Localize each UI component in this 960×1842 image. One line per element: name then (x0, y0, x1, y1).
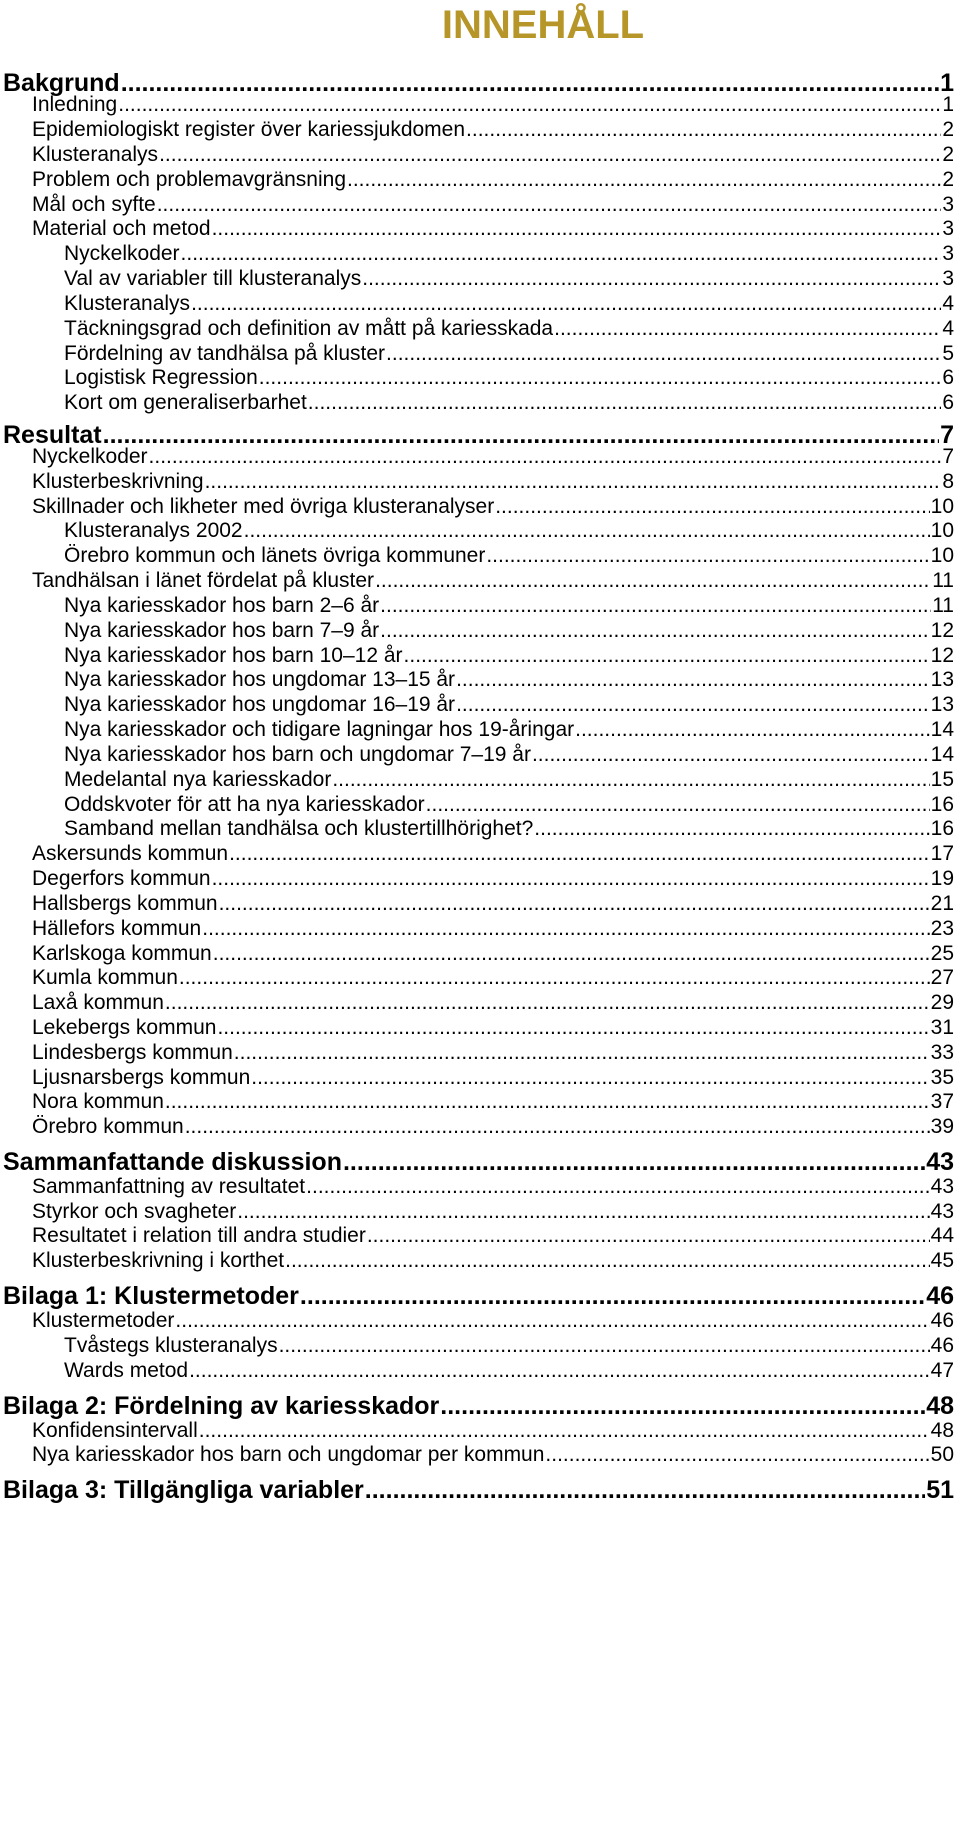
toc-entry-page-number: 43 (930, 1175, 954, 1198)
toc-entry-page-number: 14 (930, 743, 954, 766)
toc-entry-page-number: 15 (930, 768, 954, 791)
toc-entry[interactable] (3, 1475, 954, 1505)
toc-entry-page-number: 11 (932, 569, 954, 592)
toc-entry-page-number: 21 (930, 892, 954, 915)
toc-entry-label: Hallsbergs kommun (32, 892, 218, 915)
toc-entry-label: Nya kariesskador hos ungdomar 13–15 år (64, 668, 456, 691)
toc-entry-label: Klusteranalys (64, 292, 191, 315)
toc-entry-label: Bakgrund (3, 69, 120, 97)
toc-entry-label: Problem och problemavgränsning (32, 168, 347, 191)
toc-entry-page-number: 37 (930, 1090, 954, 1113)
toc-entry-label: Nyckelkoder (32, 445, 148, 468)
toc-entry-page-number: 12 (930, 619, 954, 642)
toc-entry-label: Tandhälsan i länet fördelat på kluster (32, 569, 375, 592)
toc-entry-page-number: 6 (942, 391, 954, 414)
toc-entry-page-number: 4 (942, 292, 954, 315)
toc-entry-label: Medelantal nya kariesskador (64, 768, 332, 791)
toc-entry-label: Nya kariesskador hos barn och ungdomar 7–19 år (64, 743, 531, 766)
toc-entry-label: Epidemiologiskt register över kariessjukdomen (32, 118, 466, 141)
toc-entry-page-number: 2 (942, 168, 954, 191)
toc-entry-label: Bilaga 3: Tillgängliga variabler (3, 1476, 364, 1504)
toc-entry-label: Material och metod (32, 217, 211, 240)
toc-entry-label: Klusterbeskrivning (32, 470, 204, 493)
toc-entry-page-number: 4 (942, 317, 954, 340)
toc-entry-page-number: 47 (930, 1359, 954, 1382)
toc-entry-label: Karlskoga kommun (32, 942, 212, 965)
toc-entry-label: Val av variabler till klusteranalys (64, 267, 362, 290)
toc-entry-page-number: 13 (930, 668, 954, 691)
toc-entry-label: Mål och syfte (32, 193, 156, 216)
toc-entry-label: Resultat (3, 421, 102, 449)
toc-entry[interactable] (32, 1112, 954, 1141)
toc-dot-leader (308, 388, 942, 417)
toc-entry-label: Lindesbergs kommun (32, 1041, 233, 1064)
toc-entry-label: Ljusnarsbergs kommun (32, 1066, 251, 1089)
toc-entry-page-number: 46 (930, 1309, 954, 1332)
toc-entry-label: Sammanfattande diskussion (3, 1148, 342, 1176)
toc-entry[interactable] (32, 1246, 954, 1275)
toc-entry-label: Tvåstegs klusteranalys (64, 1334, 278, 1357)
toc-entry-page-number: 16 (930, 817, 954, 840)
toc-entry-label: Wards metod (64, 1359, 189, 1382)
toc-entry-label: Nya kariesskador och tidigare lagningar hos 19-åringar (64, 718, 575, 741)
toc-entry-label: Nya kariesskador hos barn 2–6 år (64, 594, 380, 617)
toc-entry-page-number: 27 (930, 966, 954, 989)
toc-entry-label: Styrkor och svagheter (32, 1200, 237, 1223)
toc-entry-page-number: 48 (926, 1392, 954, 1420)
toc-entry-label: Degerfors kommun (32, 867, 211, 890)
toc-entry-page-number: 2 (942, 118, 954, 141)
toc-entry-label: Lekebergs kommun (32, 1016, 217, 1039)
toc-entry-page-number: 8 (942, 470, 954, 493)
toc-entry-label: Fördelning av tandhälsa på kluster (64, 342, 386, 365)
toc-entry-page-number: 11 (932, 594, 954, 617)
toc-entry-page-number: 43 (930, 1200, 954, 1223)
toc-entry-label: Logistisk Regression (64, 366, 258, 389)
toc-entry-page-number: 33 (930, 1041, 954, 1064)
toc-entry-label: Skillnader och likheter med övriga klusteranalyser (32, 495, 495, 518)
toc-entry-label: Örebro kommun och länets övriga kommuner (64, 544, 486, 567)
page-title: INNEHÅLL (441, 3, 645, 47)
toc-entry-page-number: 45 (930, 1249, 954, 1272)
toc-entry-page-number: 3 (942, 242, 954, 265)
toc-dot-leader (189, 1356, 930, 1385)
toc-dot-leader (185, 1112, 930, 1141)
toc-entry-page-number: 23 (930, 917, 954, 940)
toc-entry-page-number: 3 (942, 193, 954, 216)
toc-entry-page-number: 3 (942, 217, 954, 240)
toc-entry-page-number: 13 (930, 693, 954, 716)
toc-entry-label: Resultatet i relation till andra studier (32, 1224, 366, 1247)
toc-entry-label: Täckningsgrad och definition av mått på kariesskada (64, 317, 554, 340)
toc-entry-label: Laxå kommun (32, 991, 164, 1014)
toc-entry-label: Klustermetoder (32, 1309, 175, 1332)
toc-entry-page-number: 25 (930, 942, 954, 965)
toc-entry-page-number: 12 (930, 644, 954, 667)
toc-entry-label: Nora kommun (32, 1090, 164, 1113)
toc-entry-page-number: 2 (942, 143, 954, 166)
toc-entry-label: Klusteranalys 2002 (64, 519, 243, 542)
toc-entry-label: Kumla kommun (32, 966, 178, 989)
toc-entry-page-number: 7 (942, 445, 954, 468)
toc-dot-leader (545, 1440, 929, 1469)
toc-entry-page-number: 5 (942, 342, 954, 365)
toc-entry-label: Oddskvoter för att ha nya kariesskador (64, 793, 425, 816)
toc-entry[interactable] (32, 1440, 954, 1469)
toc-entry-label: Nya kariesskador hos barn 10–12 år (64, 644, 403, 667)
toc-entry-page-number: 46 (930, 1334, 954, 1357)
toc-entry-label: Bilaga 2: Fördelning av kariesskador (3, 1392, 440, 1420)
toc-entry-page-number: 43 (926, 1148, 954, 1176)
toc-entry-label: Inledning (32, 93, 118, 116)
toc-entry-page-number: 14 (930, 718, 954, 741)
toc-entry-label: Kort om generaliserbarhet (64, 391, 307, 414)
toc-entry-page-number: 19 (930, 867, 954, 890)
toc-entry-page-number: 3 (942, 267, 954, 290)
toc-entry-label: Askersunds kommun (32, 842, 229, 865)
toc-entry-label: Sammanfattning av resultatet (32, 1175, 306, 1198)
toc-entry-page-number: 7 (940, 421, 954, 449)
toc-entry-label: Samband mellan tandhälsa och klustertillhörighet? (64, 817, 534, 840)
toc-entry-label: Nyckelkoder (64, 242, 180, 265)
toc-entry-page-number: 44 (930, 1224, 954, 1247)
toc-entry-page-number: 10 (930, 544, 954, 567)
toc-entry-page-number: 29 (930, 991, 954, 1014)
toc-entry-page-number: 50 (930, 1443, 954, 1466)
toc-entry-label: Bilaga 1: Klustermetoder (3, 1282, 299, 1310)
toc-entry-page-number: 35 (930, 1066, 954, 1089)
toc-entry-label: Konfidensintervall (32, 1419, 198, 1442)
toc-entry-page-number: 39 (930, 1115, 954, 1138)
toc-entry-page-number: 1 (942, 93, 954, 116)
toc-entry[interactable] (64, 1356, 954, 1385)
toc-dot-leader (285, 1246, 930, 1275)
toc-entry-label: Klusteranalys (32, 143, 159, 166)
toc-entry-page-number: 10 (930, 495, 954, 518)
toc-entry-page-number: 16 (930, 793, 954, 816)
toc-entry-label: Hällefors kommun (32, 917, 202, 940)
toc-entry[interactable] (64, 388, 954, 417)
toc-entry-page-number: 10 (930, 519, 954, 542)
toc-entry-page-number: 31 (930, 1016, 954, 1039)
toc-entry-page-number: 6 (942, 366, 954, 389)
toc-entry-page-number: 51 (926, 1476, 954, 1504)
toc-entry-label: Nya kariesskador hos barn och ungdomar per kommun (32, 1443, 545, 1466)
toc-entry-label: Klusterbeskrivning i korthet (32, 1249, 285, 1272)
toc-entry-page-number: 1 (940, 69, 954, 97)
toc-entry-label: Nya kariesskador hos barn 7–9 år (64, 619, 380, 642)
toc-entry-label: Örebro kommun (32, 1115, 184, 1138)
toc-entry-page-number: 17 (930, 842, 954, 865)
toc-dot-leader (365, 1475, 925, 1505)
toc-entry-page-number: 48 (930, 1419, 954, 1442)
toc-entry-page-number: 46 (926, 1282, 954, 1310)
toc-entry-label: Nya kariesskador hos ungdomar 16–19 år (64, 693, 456, 716)
